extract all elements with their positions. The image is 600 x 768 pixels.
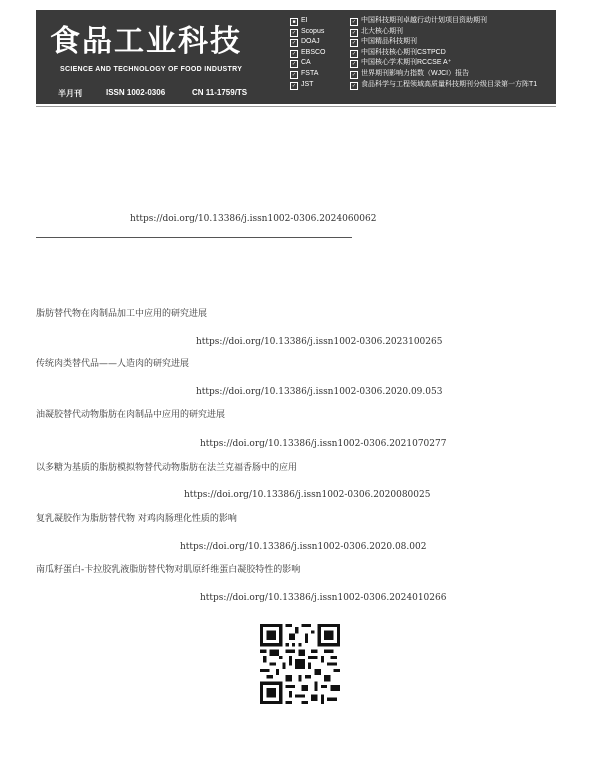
related-article-title[interactable]: 油凝胶替代动物脂肪在肉制品中应用的研究进展: [36, 410, 226, 420]
index-item: ✓ 中国科技核心期刊CSTPCD: [351, 48, 446, 57]
related-article-doi[interactable]: https://doi.org/10.13386/j.issn1002-0306.2020.08.002: [180, 542, 427, 552]
index-item: ✓ 中国核心学术期刊RCCSE A⁺: [351, 59, 452, 68]
index-item: ✓ 中国精品科技期刊: [351, 38, 417, 47]
index-item: ✓ 世界期刊影响力指数（WJCI）报告: [351, 69, 470, 78]
checkbox-icon: ✓: [291, 82, 297, 89]
related-article-title[interactable]: 复乳凝胶作为脂肪替代物 对鸡肉肠理化性质的影响: [36, 514, 237, 524]
checkbox-icon: ✓: [351, 50, 357, 57]
index-item: ✓ DOAJ: [291, 38, 320, 47]
index-item: ✓ Scopus: [291, 27, 325, 36]
index-item: ✓ 食品科学与工程领域高质量科技期刊分级目录第一方阵T1: [351, 80, 538, 89]
journal-title: 食品工业科技: [50, 24, 242, 59]
checkbox-icon: ■: [290, 18, 298, 26]
checkbox-icon: ✓: [351, 82, 357, 89]
related-article-doi[interactable]: https://doi.org/10.13386/j.issn1002-0306.2020.09.053: [196, 387, 443, 397]
header-divider: [36, 106, 556, 107]
checkbox-icon: ✓: [351, 19, 357, 25]
index-list-right: [350, 16, 537, 90]
checkbox-icon: ✓: [351, 61, 357, 68]
related-article-title[interactable]: 以多糖为基质的脂肪模拟物替代动物脂肪在法兰克福香肠中的应用: [36, 463, 298, 473]
checkbox-icon: ✓: [291, 29, 297, 36]
checkbox-icon: ✓: [291, 61, 297, 68]
related-article-doi[interactable]: https://doi.org/10.13386/j.issn1002-0306.2024010266: [200, 593, 447, 603]
index-item: ■ EI: [290, 16, 326, 27]
related-article-doi[interactable]: https://doi.org/10.13386/j.issn1002-0306.2021070277: [200, 439, 447, 449]
index-item: ✓ FSTA: [291, 69, 319, 78]
qr-code-icon: [260, 624, 340, 704]
journal-header-banner: [36, 10, 556, 104]
checkbox-icon: ✓: [351, 71, 357, 78]
checkbox-icon: ✓: [291, 71, 297, 78]
index-item: ✓ CA: [291, 59, 311, 68]
cn-number: CN 11-1759/TS: [192, 88, 248, 97]
index-list-left: [290, 16, 326, 90]
publication-frequency: 半月刊: [58, 89, 82, 98]
main-doi-link[interactable]: https://doi.org/10.13386/j.issn1002-0306.2024060062: [130, 214, 377, 224]
index-item: ✓ 中国科技期刊卓越行动计划项目资助期刊: [351, 17, 487, 25]
issn-number: ISSN 1002-0306: [106, 88, 166, 97]
checkbox-icon: ✓: [351, 29, 357, 36]
checkbox-icon: ✓: [291, 50, 297, 57]
index-item: ✓ JST: [291, 80, 314, 89]
doi-divider: [36, 237, 352, 238]
related-article-doi[interactable]: https://doi.org/10.13386/j.issn1002-0306.2023100265: [196, 337, 443, 347]
related-article-title[interactable]: 传统肉类替代品——人造肉的研究进展: [36, 359, 190, 369]
index-item: ✓ 北大核心期刊: [351, 27, 403, 36]
journal-subtitle: SCIENCE AND TECHNOLOGY OF FOOD INDUSTRY: [60, 66, 243, 73]
checkbox-icon: ✓: [351, 40, 357, 47]
index-item: ✓ EBSCO: [291, 48, 326, 57]
related-article-title[interactable]: 脂肪替代物在肉制品加工中应用的研究进展: [36, 309, 208, 319]
checkbox-icon: ✓: [291, 40, 297, 47]
related-article-title[interactable]: 南瓜籽蛋白-卡拉胶乳液脂肪替代物对肌原纤维蛋白凝胶特性的影响: [36, 565, 301, 575]
related-article-doi[interactable]: https://doi.org/10.13386/j.issn1002-0306.2020080025: [184, 490, 431, 500]
